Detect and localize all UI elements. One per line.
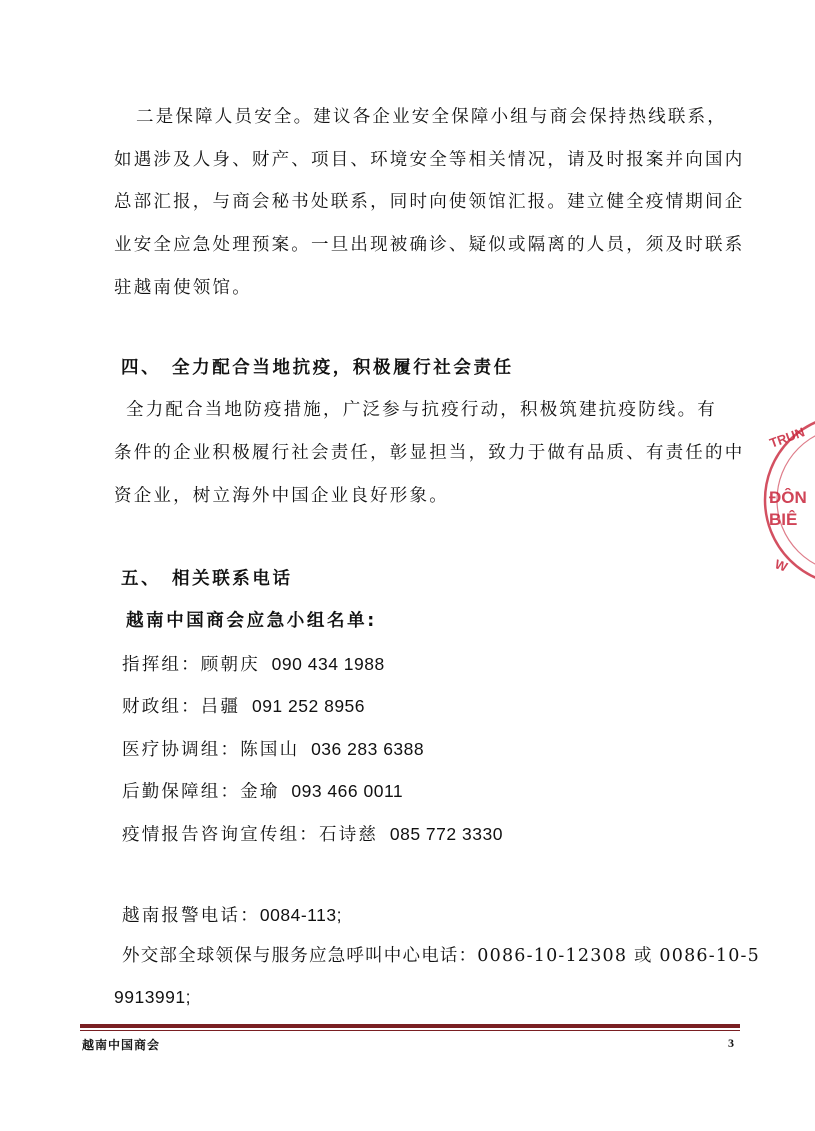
footer-org: 越南中国商会 (82, 1038, 161, 1052)
contact-label: 医疗协调组：陈国山 (122, 740, 300, 760)
police-phone: 0084-113; (259, 905, 342, 925)
contact-item (122, 737, 424, 762)
paragraph-line: 业安全应急处理预案。一旦出现被确诊、疑似或隔离的人员，须及时联系 (114, 235, 745, 255)
section-heading: 全力配合当地抗疫，积极履行社会责任 (172, 358, 514, 378)
contact-phone: 085 772 3330 (389, 824, 503, 844)
paragraph-line: 资企业，树立海外中国企业良好形象。 (114, 486, 449, 506)
paragraph-line: 如遇涉及人身、财产、项目、环境安全等相关情况，请及时报案并向国内 (114, 150, 745, 170)
section-heading: 相关联系电话 (172, 569, 293, 589)
paragraph-line: 二是保障人员安全。建议各企业安全保障小组与商会保持热线联系， (136, 107, 727, 127)
paragraph-line: 全力配合当地防疫措施，广泛参与抗疫行动，积极筑建抗疫防线。有 (126, 400, 717, 420)
footer-rule (80, 1024, 740, 1028)
police-phone-line (122, 903, 342, 928)
contact-item (122, 779, 403, 804)
contact-label: 后勤保障组：金瑜 (122, 782, 280, 802)
section-heading-number: 四、 (121, 358, 162, 378)
group-title: 越南中国商会应急小组名单: (126, 611, 377, 631)
seal-text: ĐÔN (769, 488, 807, 507)
mofa-phone-line-cont: 9913991; (114, 987, 191, 1007)
seal-text: W (772, 556, 790, 575)
contact-phone: 091 252 8956 (251, 696, 366, 716)
mofa-phone-line: 外交部全球领保与服务应急呼叫中心电话：0086-10-12308 或 0086-10-5 (122, 946, 760, 966)
contact-phone: 093 466 0011 (291, 781, 404, 801)
section-heading-number: 五、 (121, 569, 162, 589)
contact-label: 指挥组：顾朝庆 (122, 655, 260, 675)
contact-item (122, 822, 503, 847)
paragraph-line: 驻越南使领馆。 (114, 278, 252, 298)
paragraph-line: 条件的企业积极履行社会责任，彰显担当，致力于做有品质、有责任的中 (114, 443, 745, 463)
official-seal-stamp (755, 410, 815, 590)
paragraph-line: 总部汇报，与商会秘书处联系，同时向使领馆汇报。建立健全疫情期间企 (114, 192, 745, 212)
contact-label: 疫情报告咨询宣传组：石诗慈 (122, 825, 379, 845)
contact-item (122, 694, 365, 719)
footer-rule-thin (80, 1030, 740, 1031)
seal-text: TRUN (767, 424, 807, 451)
contact-phone: 036 283 6388 (311, 739, 425, 759)
contact-label: 财政组：吕疆 (122, 697, 241, 717)
contact-phone: 090 434 1988 (271, 654, 385, 674)
page-number: 3 (728, 1036, 734, 1050)
seal-text: BIÊ (769, 510, 798, 529)
contact-item (122, 652, 385, 677)
police-label: 越南报警电话： (122, 906, 260, 926)
